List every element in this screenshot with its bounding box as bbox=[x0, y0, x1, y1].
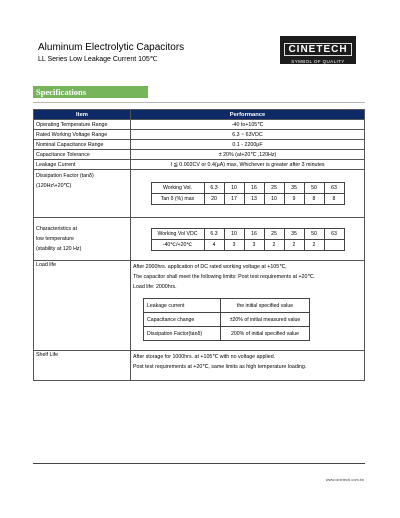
load-limits-subtable bbox=[143, 298, 310, 341]
char-subtable bbox=[151, 228, 345, 251]
row-value: ± 20% (at+20℃ ,120Hz) bbox=[131, 150, 365, 160]
row-label: Operating Temperature Range bbox=[34, 120, 131, 130]
row-value bbox=[131, 351, 365, 381]
row-value: 6.3 ~ 63VDC bbox=[131, 130, 365, 140]
char-label-line3: (stability at 120 Hz) bbox=[36, 246, 82, 252]
table-row-low-temp bbox=[34, 218, 365, 261]
df-voltage-cell: 63 bbox=[324, 183, 344, 194]
df-voltage-cell: 6.3 bbox=[204, 183, 224, 194]
char-voltage-cell: 35 bbox=[284, 228, 304, 239]
char-voltage-cell: 25 bbox=[264, 228, 284, 239]
row-label: Leakage Current bbox=[34, 160, 131, 170]
df-voltage-cell: 35 bbox=[284, 183, 304, 194]
char-ratio-cell: 2 bbox=[264, 239, 284, 250]
header-performance: Performance bbox=[131, 110, 365, 120]
brand-logo bbox=[280, 36, 356, 64]
limit-value: the initial specified value bbox=[221, 299, 310, 313]
table-row bbox=[34, 150, 365, 160]
table-row-load-life bbox=[34, 261, 365, 351]
row-label: Shelf Life bbox=[34, 351, 131, 381]
df-voltage-cell: 10 bbox=[224, 183, 244, 194]
char-ratio-cell: 3 bbox=[224, 239, 244, 250]
df-tan-cell: 8 bbox=[304, 194, 324, 205]
df-voltage-cell: 16 bbox=[244, 183, 264, 194]
limit-label: Capacitance change bbox=[144, 313, 221, 327]
limit-label: Dissipation Factor(tanδ) bbox=[144, 327, 221, 341]
char-voltage-label: Working Vol VDC bbox=[151, 228, 204, 239]
char-ratio-cell: 2 bbox=[304, 239, 324, 250]
char-ratio-empty bbox=[324, 239, 344, 250]
df-tan-cell: 10 bbox=[264, 194, 284, 205]
limit-value: ±20% of initial measured value bbox=[221, 313, 310, 327]
df-subtable bbox=[151, 182, 345, 205]
df-label-line2: (120Hz\+20℃) bbox=[36, 183, 72, 189]
row-label bbox=[34, 218, 131, 261]
limit-label: Leakage current bbox=[144, 299, 221, 313]
load-text-1: After 2000hrs. application of DC rated working voltage at +105℃, bbox=[133, 264, 287, 270]
table-header-row bbox=[34, 110, 365, 120]
series-subtitle: LL Series Low Leakage Current 105℃ bbox=[38, 56, 158, 63]
char-label-line1: Characteristics at bbox=[36, 226, 77, 232]
row-value: 0.1 - 2200μF bbox=[131, 140, 365, 150]
char-voltage-cell: 16 bbox=[244, 228, 264, 239]
char-voltage-cell: 50 bbox=[304, 228, 324, 239]
row-label: Capacitance Tolerance bbox=[34, 150, 131, 160]
table-row-dissipation bbox=[34, 170, 365, 218]
logo-text: CINETECH bbox=[284, 43, 351, 56]
table-row bbox=[34, 130, 365, 140]
row-label: Load life bbox=[34, 261, 131, 351]
header-item: Item bbox=[34, 110, 131, 120]
char-voltage-cell: 10 bbox=[224, 228, 244, 239]
row-label: Rated Working Voltage Range bbox=[34, 130, 131, 140]
load-text-3: Load life: 2000hrs. bbox=[133, 284, 177, 290]
document-title: Aluminum Electrolytic Capacitors bbox=[38, 42, 185, 53]
table-row bbox=[34, 120, 365, 130]
section-divider bbox=[33, 102, 365, 103]
table-row bbox=[34, 140, 365, 150]
section-title: Specifications bbox=[33, 86, 148, 98]
load-text-2: The capacitor shall meet the following limits: Post test requirements at +20℃. bbox=[133, 274, 315, 280]
df-tan-cell: 8 bbox=[324, 194, 344, 205]
row-value: -40 to+105℃ bbox=[131, 120, 365, 130]
df-tan-cell: 13 bbox=[244, 194, 264, 205]
char-ratio-cell: 4 bbox=[204, 239, 224, 250]
df-label-line1: Dissipation Factor (tanδ) bbox=[36, 173, 94, 179]
char-ratio-label: -40℃/+20℃ bbox=[151, 239, 204, 250]
row-value: I ≦ 0.002CV or 0.4(μA) max, Whichever is greater after 3 minutes bbox=[131, 160, 365, 170]
logo-tagline: SYMBOL OF QUALITY bbox=[291, 59, 345, 64]
table-row bbox=[34, 160, 365, 170]
df-tan-cell: 17 bbox=[224, 194, 244, 205]
df-tan-cell: 9 bbox=[284, 194, 304, 205]
shelf-text-1: After storage for 1000hrs. at +105℃ with no voltage applied. bbox=[133, 354, 276, 360]
specifications-table bbox=[33, 109, 365, 381]
char-voltage-cell: 63 bbox=[324, 228, 344, 239]
df-tan-label: Tan δ (%) max bbox=[151, 194, 204, 205]
df-tan-cell: 20 bbox=[204, 194, 224, 205]
row-value bbox=[131, 170, 365, 218]
footer-divider bbox=[33, 463, 365, 464]
df-voltage-label: Working Vol. bbox=[151, 183, 204, 194]
row-value bbox=[131, 218, 365, 261]
limit-value: 200% of initial specified value bbox=[221, 327, 310, 341]
df-voltage-cell: 25 bbox=[264, 183, 284, 194]
row-label bbox=[34, 170, 131, 218]
df-voltage-cell: 50 bbox=[304, 183, 324, 194]
shelf-text-2: Post test requirements at +20℃, same limits as high temperature loading. bbox=[133, 364, 307, 370]
row-value bbox=[131, 261, 365, 351]
char-ratio-cell: 3 bbox=[244, 239, 264, 250]
char-label-line2: low temperature bbox=[36, 236, 74, 242]
footer-url: www.cinetech.com.tw bbox=[325, 477, 364, 482]
char-voltage-cell: 6.3 bbox=[204, 228, 224, 239]
char-ratio-cell: 2 bbox=[284, 239, 304, 250]
row-label: Nominal Capacitance Range bbox=[34, 140, 131, 150]
table-row-shelf-life bbox=[34, 351, 365, 381]
